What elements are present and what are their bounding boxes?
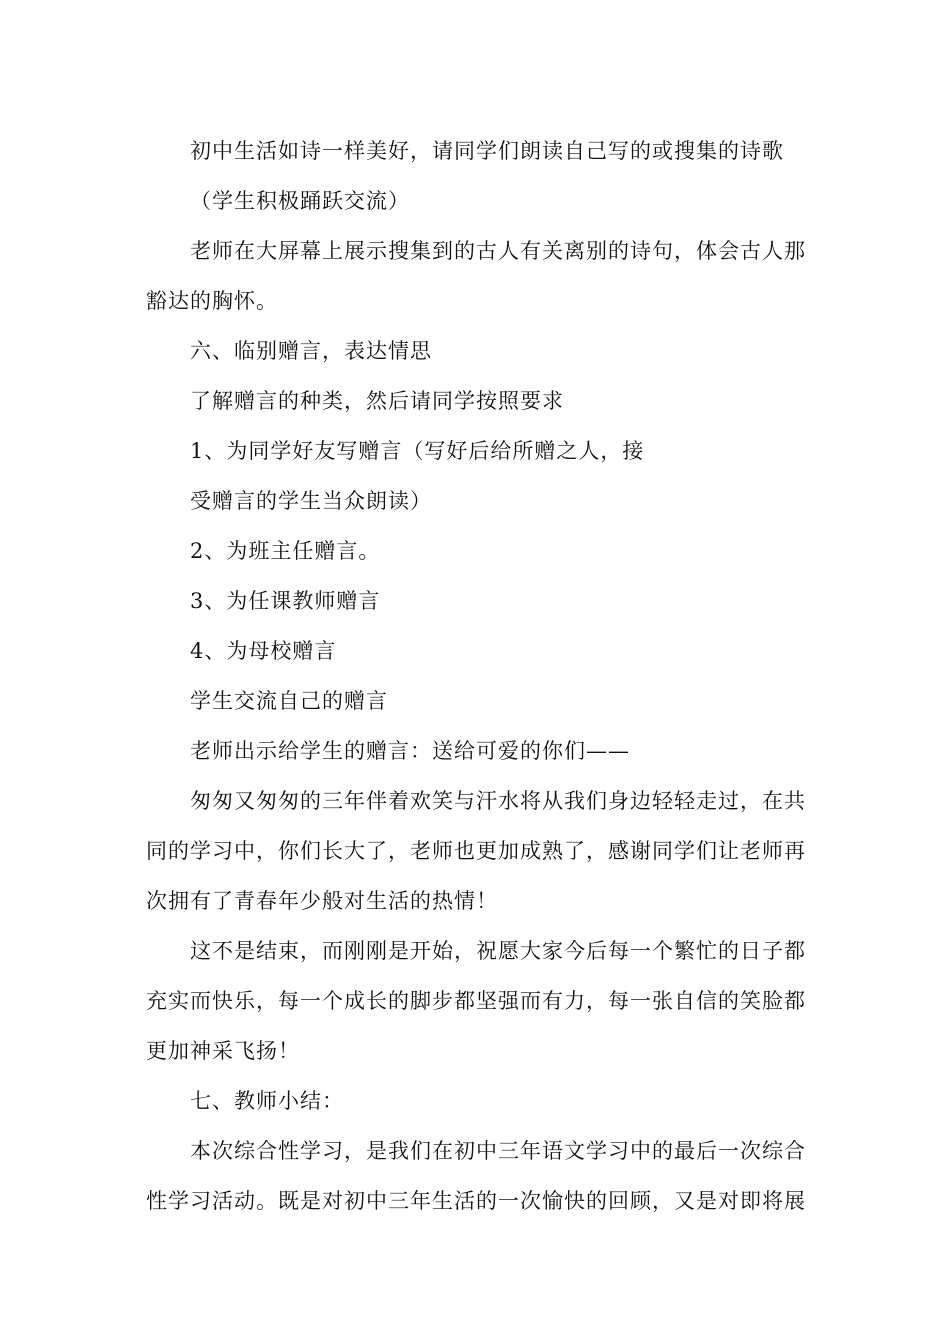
text-line: 更加神采飞扬！ (146, 1039, 300, 1063)
text-line: 了解赠言的种类，然后请同学按照要求 (190, 389, 564, 413)
text-line: 本次综合性学习，是我们在初中三年语文学习中的最后一次综合 (190, 1139, 806, 1163)
text-line: 受赠言的学生当众朗读） (190, 489, 432, 513)
text-line: 充实而快乐，每一个成长的脚步都坚强而有力，每一张自信的笑脸都 (146, 989, 806, 1013)
text-line: 老师在大屏幕上展示搜集到的古人有关离别的诗句，体会古人那 (190, 239, 806, 263)
list-item: 1、为同学好友写赠言（写好后给所赠之人，接 (190, 439, 645, 463)
text-line: 匆匆又匆匆的三年伴着欢笑与汗水将从我们身边轻轻走过，在共 (190, 789, 806, 813)
text-line: 这不是结束，而刚刚是开始，祝愿大家今后每一个繁忙的日子都 (190, 939, 806, 963)
text-line: 老师出示给学生的赠言：送给可爱的你们—— (190, 739, 630, 763)
section-heading: 七、教师小结： (190, 1089, 344, 1113)
document-body (146, 126, 814, 1226)
text-line: 豁达的胸怀。 (146, 289, 278, 313)
list-item: 4、为母校赠言 (190, 639, 337, 663)
list-item: 2、为班主任赠言。 (190, 539, 381, 563)
list-item: 3、为任课教师赠言 (190, 589, 381, 613)
text-line: 性学习活动。既是对初中三年生活的一次愉快的回顾，又是对即将展 (146, 1189, 806, 1213)
text-line: 初中生活如诗一样美好，请同学们朗读自己写的或搜集的诗歌 (190, 139, 784, 163)
text-line: 次拥有了青春年少般对生活的热情！ (146, 889, 498, 913)
text-line: 同的学习中，你们长大了，老师也更加成熟了，感谢同学们让老师再 (146, 839, 806, 863)
section-heading: 六、临别赠言，表达情思 (190, 339, 432, 363)
text-line: 学生交流自己的赠言 (190, 689, 388, 713)
text-line: （学生积极踊跃交流） (190, 189, 410, 213)
